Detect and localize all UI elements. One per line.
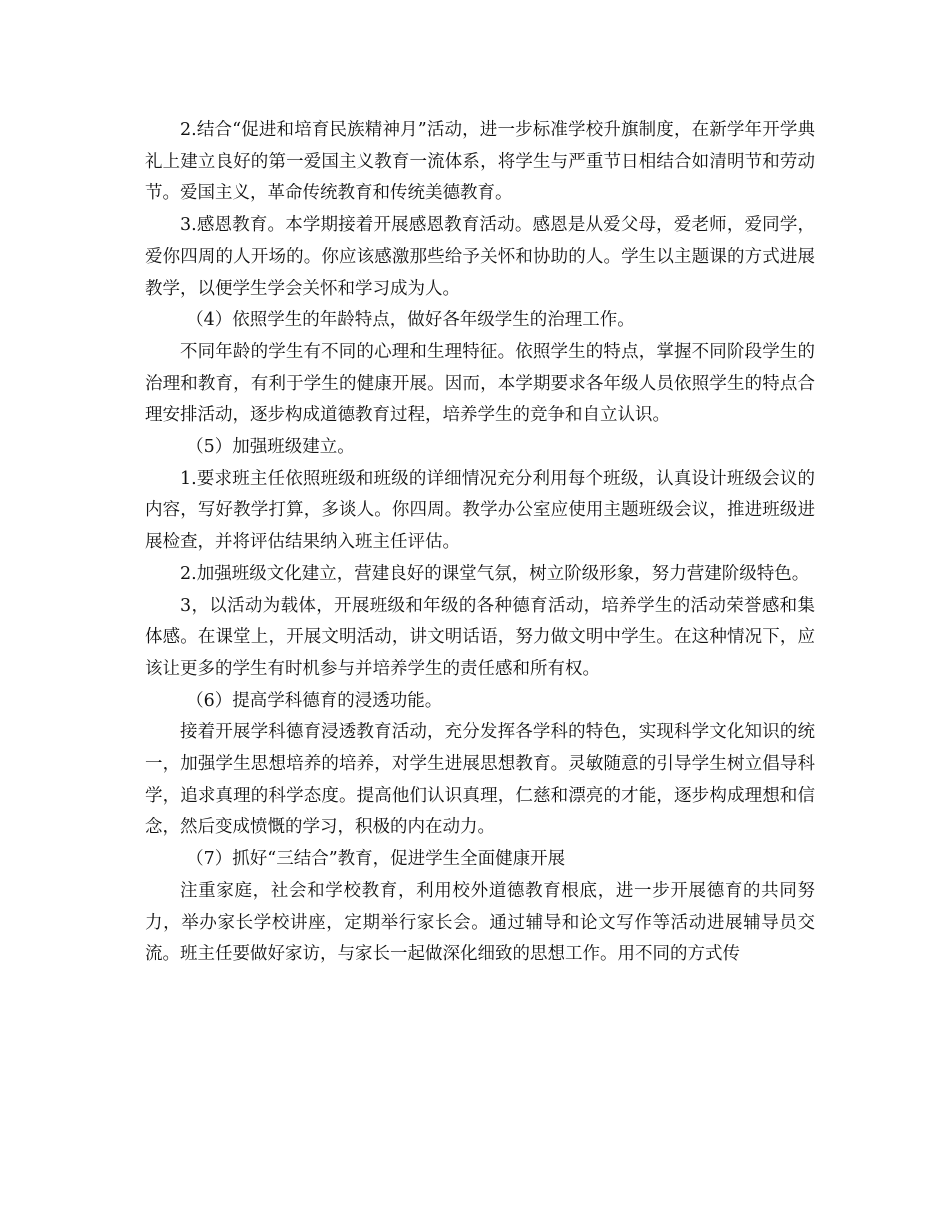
paragraph-activities: 3，以活动为载体，开展班级和年级的各种德育活动，培养学生的活动荣誉感和集体感。在课堂上，开展文明活动，讲文明话语，努力做文明中学生。在这种情况下，应该让更多的学生有时机参与并培养学生的责任感和所有权。 [145, 595, 815, 679]
section-heading-6: （6）提高学科德育的浸透功能。 [186, 690, 443, 711]
paragraph-subject-moral-education: 接着开展学科德育浸透教育活动，充分发挥各学科的特色，实现科学文化知识的统一，加强学生思想培养的培养，对学生进展思想教育。灵敏随意的引导学生树立倡导科学，追求真理的科学态度。提高他们认识真理，仁慈和漂亮的才能，逐步构成理想和信念，然后变成愤慨的学习，积极的内在动力。 [145, 722, 815, 838]
paragraph-class-meeting: 1.要求班主任依照班级和班级的详细情况充分利用每个班级，认真设计班级会议的内容，写好教学打算，多谈人。你四周。教学办公室应使用主题班级会议，推进班级进展检查，并将评估结果纳入班主任评估。 [145, 468, 815, 553]
paragraph-three-combination: 注重家庭，社会和学校教育，利用校外道德教育根底，进一步开展德育的共同努力，举办家长学校讲座，定期举行家长会。通过辅导和论文写作等活动进展辅导员交流。班主任要做好家访，与家长一起做深化细致的思想工作。用不同的方式传 [145, 880, 815, 965]
paragraph-age-characteristics: 不同年龄的学生有不同的心理和生理特征。依照学生的特点，掌握不同阶段学生的治理和教育，有利于学生的健康开展。因而，本学期要求各年级人员依照学生的特点合理安排活动，逐步构成道德教育过程，培养学生的竞争和自立认识。 [145, 341, 815, 426]
paragraph-flag-raising: 2.结合“促进和培育民族精神月”活动，进一步标准学校升旗制度，在新学年开学典礼上建立良好的第一爱国主义教育一流体系，将学生与严重节日相结合如清明节和劳动节。爱国主义，革命传统教育和传统美德教育。 [145, 120, 815, 204]
section-heading-7: （7）抓好“三结合”教育，促进学生全面健康开展 [186, 849, 566, 870]
section-heading-5: （5）加强班级建立。 [186, 437, 355, 458]
paragraph-gratitude-education: 3.感恩教育。本学期接着开展感恩教育活动。感恩是从爱父母，爱老师，爱同学，爱你四周的人开场的。你应该感激那些给予关怀和协助的人。学生以主题课的方式进展教学，以便学生学会关怀和学习成为人。 [145, 215, 815, 299]
paragraph-class-culture: 2.加强班级文化建立，营建良好的课堂气氛，树立阶级形象，努力营建阶级特色。 [180, 563, 810, 584]
section-heading-4: （4）依照学生的年龄特点，做好各年级学生的治理工作。 [186, 310, 635, 331]
document-body [145, 115, 815, 971]
